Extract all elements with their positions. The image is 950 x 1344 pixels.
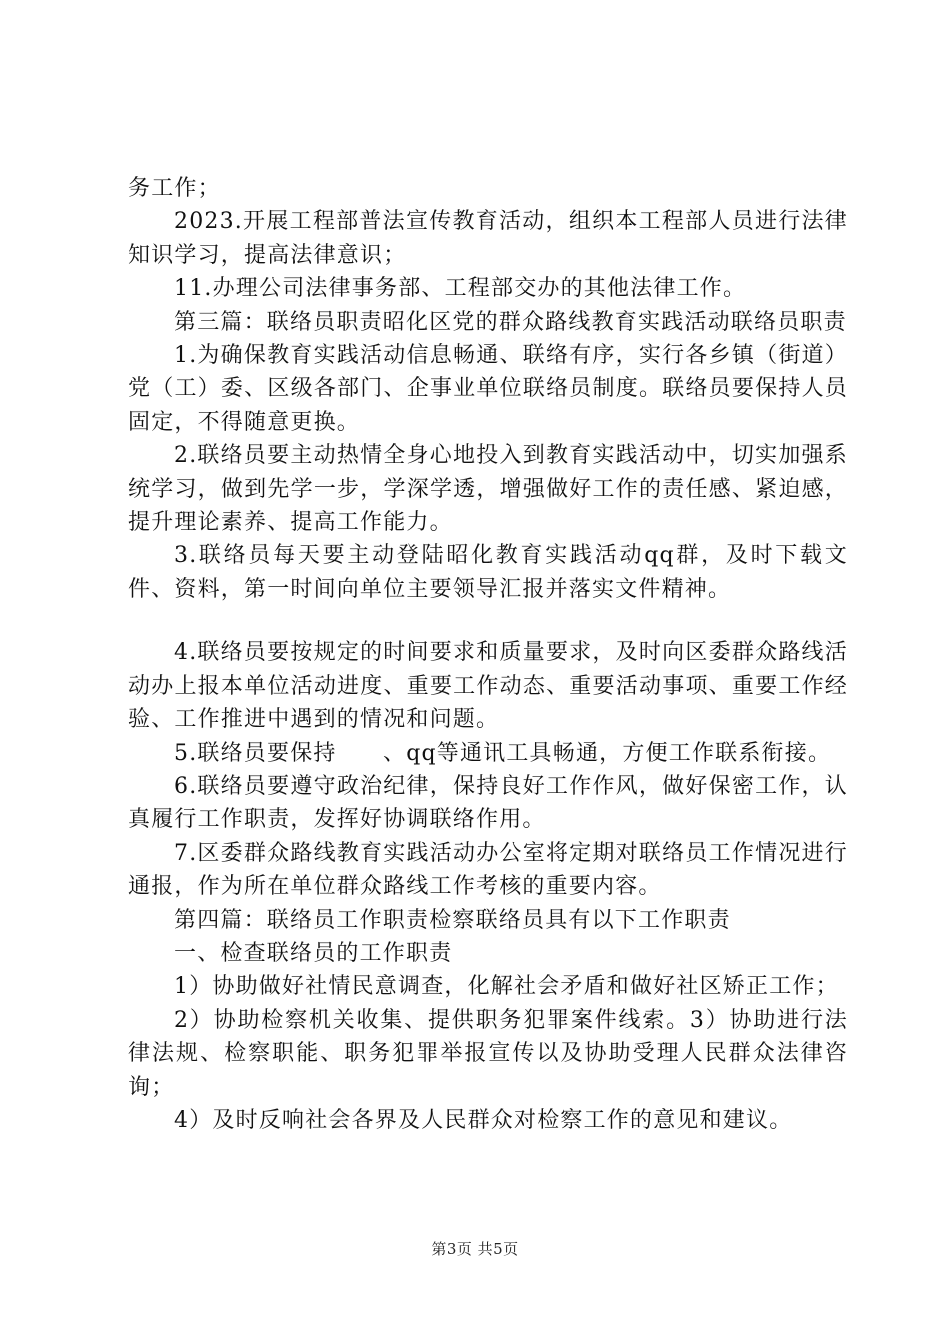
paragraph-item-6: 6.联络员要遵守政治纪律，保持良好工作作风，做好保密工作，认真履行工作职责，发挥好协调联络作用。	[128, 773, 848, 833]
paragraph-item-5: 5.联络员要保持 、qq等通讯工具畅通，方便工作联系衔接。	[174, 740, 832, 766]
duty-item-2-3: 2）协助检察机关收集、提供职务犯罪案件线索。3）协助进行法律法规、检察职能、职务犯罪举报宣传以及协助受理人民群众法律咨询；	[128, 1007, 848, 1100]
section-heading-part-4: 第四篇：联络员工作职责检察联络员具有以下工作职责	[174, 907, 731, 933]
paragraph-continuation: 务工作；	[128, 176, 221, 201]
paragraph-item-4: 4.联络员要按规定的时间要求和质量要求，及时向区委群众路线活动办上报本单位活动进度、重要工作动态、重要活动事项、重要工作经验、工作推进中遇到的情况和问题。	[128, 640, 848, 733]
duty-item-1: 1）协助做好社情民意调查，化解社会矛盾和做好社区矫正工作；	[174, 974, 839, 1000]
paragraph-item-7: 7.区委群众路线教育实践活动办公室将定期对联络员工作情况进行通报，作为所在单位群众路线工作考核的重要内容。	[128, 840, 848, 900]
document-body	[128, 172, 848, 1137]
paragraph-item-2023: 2023.开展工程部普法宣传教育活动，组织本工程部人员进行法律知识学习，提高法律意识；	[128, 209, 848, 268]
duty-item-4: 4）及时反响社会各界及人民群众对检察工作的意见和建议。	[174, 1107, 793, 1133]
subsection-heading-1: 一、检查联络员的工作职责	[174, 940, 453, 966]
section-heading-part-3: 第三篇：联络员职责昭化区党的群众路线教育实践活动联络员职责	[174, 309, 847, 335]
paragraph-item-11: 11.办理公司法律事务部、工程部交办的其他法律工作。	[174, 276, 747, 302]
paragraph-item-2: 2.联络员要主动热情全身心地投入到教育实践活动中，切实加强系统学习，做到先学一步，学深学透，增强做好工作的责任感、紧迫感，提升理论素养、提高工作能力。	[128, 443, 848, 536]
paragraph-item-3: 3.联络员每天要主动登陆昭化教育实践活动qq群，及时下载文件、资料，第一时间向单位主要领导汇报并落实文件精神。	[128, 543, 848, 602]
page-number-footer: 第3页 共5页	[431, 1240, 519, 1258]
paragraph-item-1: 1.为确保教育实践活动信息畅通、联络有序，实行各乡镇（街道）党（工）委、区级各部门、企事业单位联络员制度。联络员要保持人员固定，不得随意更换。	[128, 343, 848, 435]
